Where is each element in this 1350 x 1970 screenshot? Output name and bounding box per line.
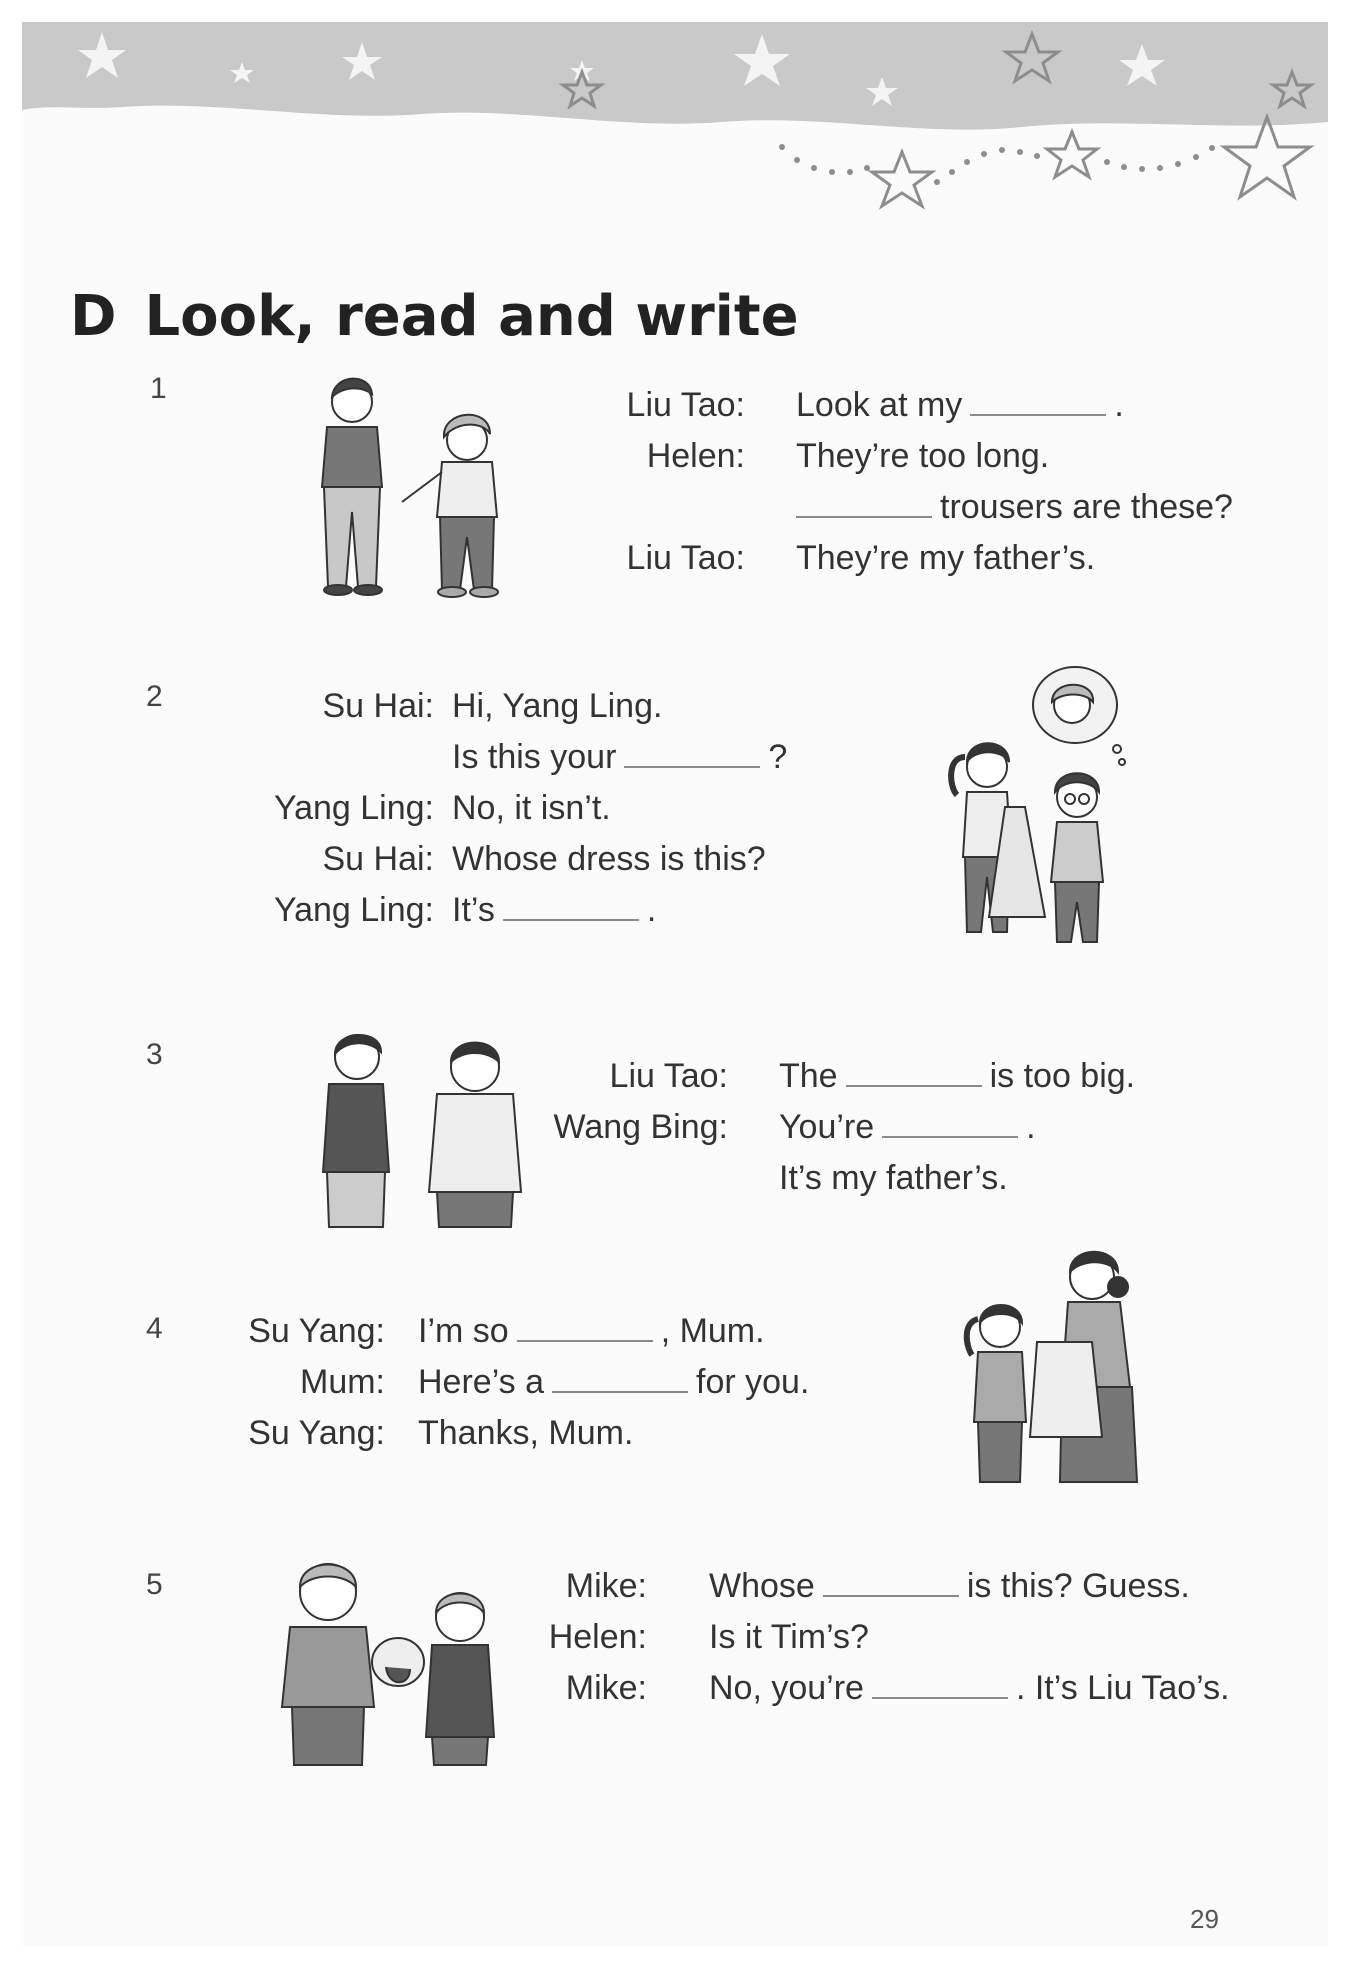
dialogue-line: Thanks, Mum. [418,1414,634,1452]
speaker-label: Helen: [646,437,745,475]
answer-blank[interactable] [503,919,639,921]
line-text: You’re [779,1108,875,1146]
answer-blank[interactable] [882,1136,1018,1138]
dialogue-line [452,738,787,777]
line-text: trousers are these? [940,488,1233,526]
answer-blank[interactable] [796,516,932,518]
speaker-label: Su Hai: [322,840,434,878]
speaker-label: Su Yang: [248,1312,385,1350]
line-text: The [779,1057,838,1095]
dialogue-line [418,1312,765,1351]
exercise-2-illustration [927,657,1157,957]
speaker-label: Liu Tao: [626,386,745,424]
speaker-label: Yang Ling: [273,891,434,929]
line-text: , Mum. [660,1312,765,1350]
speaker-label: Helen: [548,1618,647,1656]
exercise-5-illustration [260,1547,520,1772]
section-title: Look, read and write [144,284,799,349]
exercise-number: 4 [146,1312,163,1345]
speaker-label: Mike: [565,1567,647,1605]
dialogue-line: Whose dress is this? [452,840,766,878]
answer-blank[interactable] [624,766,760,768]
line-text: . [1026,1108,1036,1146]
line-text: Look at my [796,386,963,424]
exercise-1-illustration [292,362,542,602]
line-text: . [646,891,657,929]
section-letter: D [70,284,117,349]
dialogue-line [709,1669,1230,1708]
answer-blank[interactable] [846,1085,982,1087]
answer-blank[interactable] [823,1595,959,1597]
dialogue-line: It’s my father’s. [779,1159,1008,1197]
page-number: 29 [1190,1904,1219,1934]
dialogue-line [779,1057,1135,1096]
dialogue-line [418,1363,809,1402]
speaker-label: Yang Ling: [273,789,434,827]
line-text: Is this your [452,738,617,776]
exercise-3-illustration [297,1022,547,1234]
star-banner-decoration [22,22,1328,252]
speaker-label: Wang Bing: [553,1108,728,1146]
line-text: It’s [452,891,495,929]
exercise-number: 2 [146,680,163,713]
speaker-label: Su Yang: [248,1414,385,1452]
answer-blank[interactable] [517,1340,653,1342]
speaker-label: Mike: [565,1669,647,1707]
dialogue-line: Hi, Yang Ling. [452,687,663,725]
dialogue-line: They’re my father’s. [796,539,1096,577]
dialogue-line [452,891,656,930]
speaker-label: Liu Tao: [626,539,745,577]
dialogue-line [796,488,1233,527]
line-text: is too big. [989,1057,1136,1095]
line-text: for you. [696,1363,810,1401]
workbook-page [22,22,1328,1947]
line-text: No, you’re [709,1669,864,1707]
dialogue-line: No, it isn’t. [452,789,611,827]
speaker-label: Liu Tao: [609,1057,728,1095]
dialogue-line: They’re too long. [796,437,1050,475]
exercise-number: 1 [150,372,167,405]
exercise-number: 3 [146,1038,163,1071]
answer-blank[interactable] [552,1391,688,1393]
dialogue-line [796,386,1124,425]
exercise-number: 5 [146,1568,163,1601]
dialogue-line [709,1567,1190,1606]
dialogue-line [779,1108,1036,1147]
line-text: Here’s a [418,1363,544,1401]
answer-blank[interactable] [872,1697,1008,1699]
line-text: is this? Guess. [966,1567,1190,1605]
speaker-label: Su Hai: [322,687,434,725]
line-text: I’m so [418,1312,509,1350]
line-text: Whose [709,1567,815,1605]
section-heading [70,284,799,349]
line-text: . [1114,386,1124,424]
dialogue-line: Is it Tim’s? [709,1618,869,1656]
line-text: . It’s Liu Tao’s. [1015,1669,1230,1707]
speaker-label: Mum: [300,1363,385,1401]
line-text: ? [768,738,788,776]
answer-blank[interactable] [970,414,1106,416]
exercise-4-illustration [942,1237,1167,1487]
